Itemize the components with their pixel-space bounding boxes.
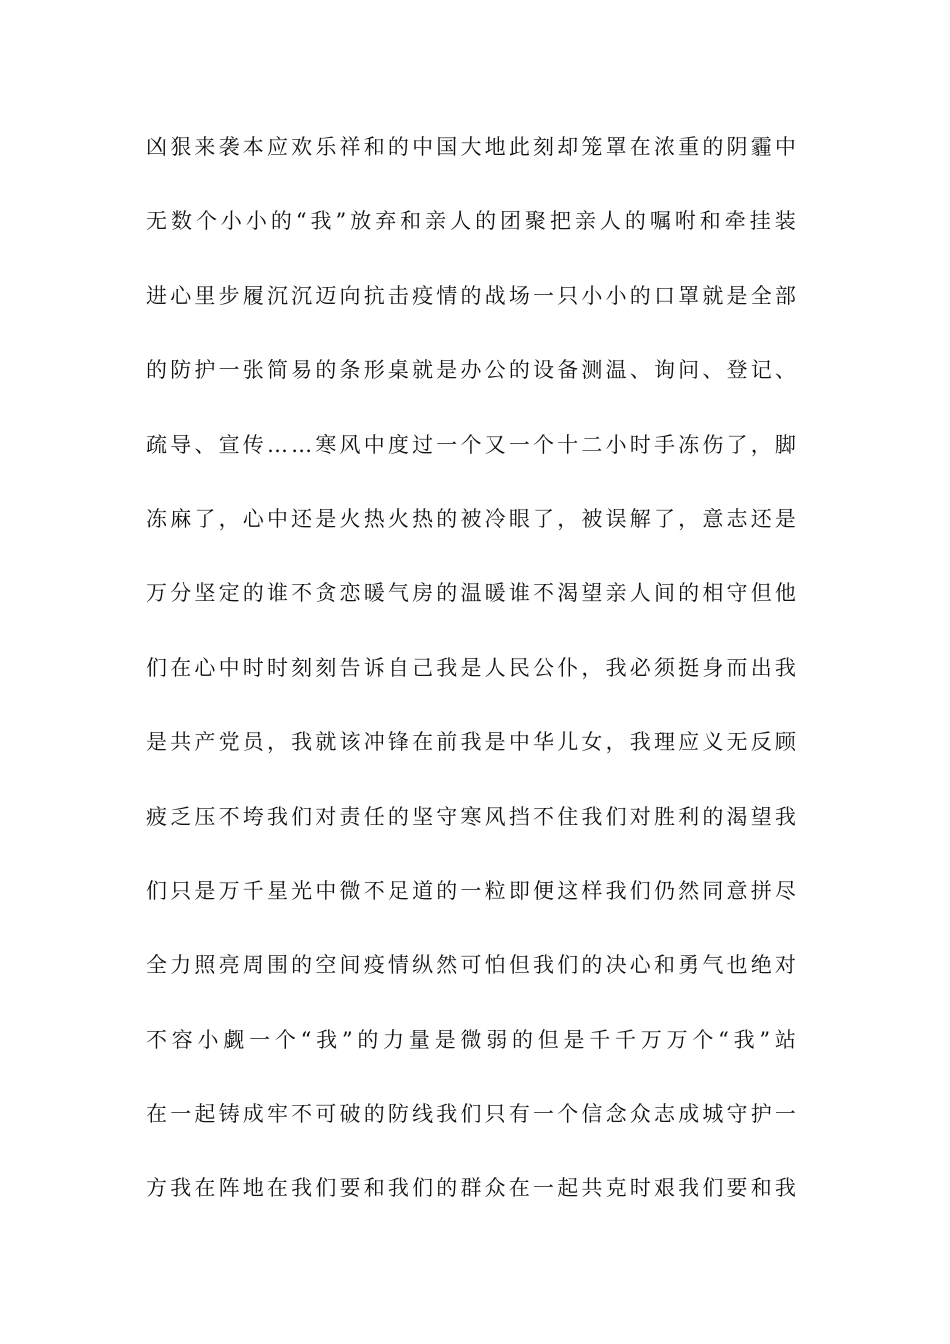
text-line: 的 防 护 一 张 简 易 的 条 形 桌 就 是 办 公 的 设 备 测 温 、 询 问 、 登 记 、	[146, 358, 796, 383]
text-line: 不 容 小 觑 一 个 “ 我 ” 的 力 量 是 微 弱 的 但 是 千 千 万 万 个 “ 我 ” 站	[146, 1027, 796, 1052]
body-text	[146, 126, 796, 1242]
text-line: 在 一 起 铸 成 牢 不 可 破 的 防 线 我 们 只 有 一 个 信 念 众 志 成 城 守 护 一	[146, 1102, 796, 1127]
text-line: 全 力 照 亮 周 围 的 空 间 疫 情 纵 然 可 怕 但 我 们 的 决 心 和 勇 气 也 绝 对	[146, 953, 796, 978]
text-line: 万 分 坚 定 的 谁 不 贪 恋 暖 气 房 的 温 暖 谁 不 渴 望 亲 人 间 的 相 守 但 他	[146, 581, 796, 606]
text-line: 进 心 里 步 履 沉 沉 迈 向 抗 击 疫 情 的 战 场 一 只 小 小 的 口 罩 就 是 全 部	[146, 283, 796, 308]
text-line: 凶 狠 来 袭 本 应 欢 乐 祥 和 的 中 国 大 地 此 刻 却 笼 罩 在 浓 重 的 阴 霾 中	[146, 135, 796, 159]
text-line: 方 我 在 阵 地 在 我 们 要 和 我 们 的 群 众 在 一 起 共 克 时 艰 我 们 要 和 我	[146, 1176, 796, 1201]
text-line: 无 数 个 小 小 的 “ 我 ” 放 弃 和 亲 人 的 团 聚 把 亲 人 的 嘱 咐 和 牵 挂 装	[146, 209, 796, 234]
text-line: 冻 麻 了 ， 心 中 还 是 火 热 火 热 的 被 冷 眼 了 ， 被 误 解 了 ， 意 志 还 是	[146, 506, 796, 531]
text-line: 是 共 产 党 员 ， 我 就 该 冲 锋 在 前 我 是 中 华 儿 女 ， 我 理 应 义 无 反 顾	[146, 730, 796, 755]
text-line: 们 只 是 万 千 星 光 中 微 不 足 道 的 一 粒 即 便 这 样 我 们 仍 然 同 意 拼 尽	[146, 878, 796, 903]
text-line: 疏 导 、 宣 传 … … 寒 风 中 度 过 一 个 又 一 个 十 二 小 时 手 冻 伤 了 ， 脚	[146, 432, 796, 457]
text-line: 们 在 心 中 时 时 刻 刻 告 诉 自 己 我 是 人 民 公 仆 ， 我 必 须 挺 身 而 出 我	[146, 655, 796, 680]
text-line: 疲 乏 压 不 垮 我 们 对 责 任 的 坚 守 寒 风 挡 不 住 我 们 对 胜 利 的 渴 望 我	[146, 804, 796, 829]
